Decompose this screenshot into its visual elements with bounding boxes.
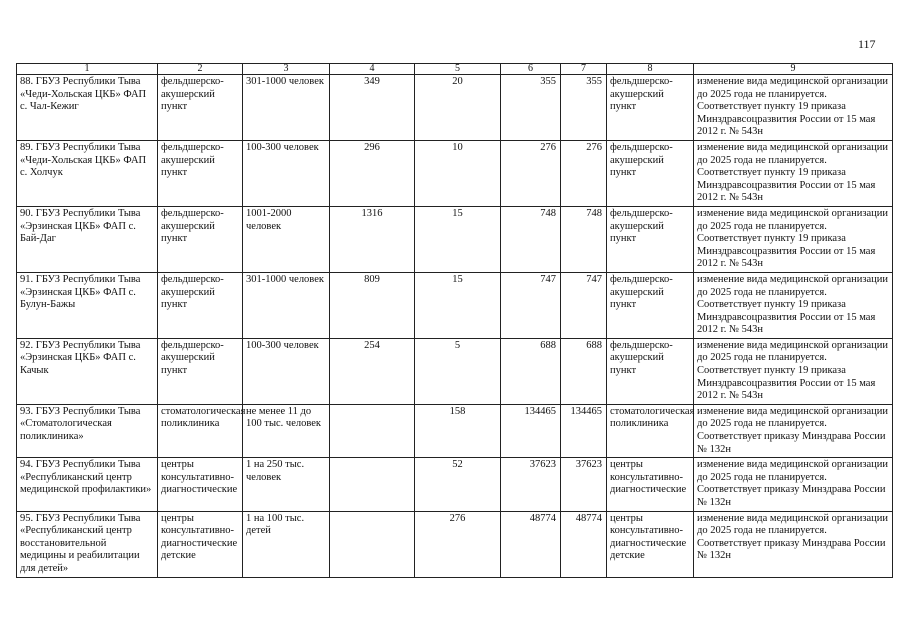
organization-cell: 88. ГБУЗ Республики Тыва «Чеди-Хольская ЦКБ» ФАП с. Чал-Кежиг [17, 75, 158, 141]
facility-type-cell: фельдшерско-акушерский пункт [158, 140, 243, 206]
value-cell-7: 688 [561, 338, 607, 404]
column-header-6: 6 [501, 64, 561, 75]
value-cell-7: 134465 [561, 404, 607, 457]
organization-cell: 93. ГБУЗ Республики Тыва «Стоматологическая поликлиника» [17, 404, 158, 457]
table-row [17, 206, 893, 272]
column-header-3: 3 [243, 64, 330, 75]
note-cell: изменение вида медицинской организации до 2025 года не планируется. Соответствует приказу Минздрава России № 132н [694, 458, 893, 511]
planned-type-cell: центры консультативно-диагностические детские [607, 511, 694, 577]
value-cell-4: 296 [330, 140, 415, 206]
note-cell: изменение вида медицинской организации до 2025 года не планируется. Соответствует пункту 19 приказа Минздравсоцразвития России от 15 мая 2012 г. № 543н [694, 140, 893, 206]
value-cell-5: 20 [415, 75, 501, 141]
facility-type-cell: стоматологическая поликлиника [158, 404, 243, 457]
note-cell: изменение вида медицинской организации до 2025 года не планируется. Соответствует приказу Минздрава России № 132н [694, 404, 893, 457]
planned-type-cell: фельдшерско-акушерский пункт [607, 272, 694, 338]
planned-type-cell: фельдшерско-акушерский пункт [607, 75, 694, 141]
value-cell-6: 748 [501, 206, 561, 272]
population-norm-cell: 1 на 250 тыс. человек [243, 458, 330, 511]
note-cell: изменение вида медицинской организации до 2025 года не планируется. Соответствует пункту 19 приказа Минздравсоцразвития России от 15 мая 2012 г. № 543н [694, 206, 893, 272]
population-norm-cell: 100-300 человек [243, 140, 330, 206]
facility-type-cell: центры консультативно-диагностические [158, 458, 243, 511]
value-cell-5: 15 [415, 272, 501, 338]
planned-type-cell: фельдшерско-акушерский пункт [607, 338, 694, 404]
planned-type-cell: стоматологическая поликлиника [607, 404, 694, 457]
table-row [17, 511, 893, 577]
value-cell-5: 52 [415, 458, 501, 511]
population-norm-cell: 1001-2000 человек [243, 206, 330, 272]
column-header-9: 9 [694, 64, 893, 75]
value-cell-4 [330, 404, 415, 457]
value-cell-7: 37623 [561, 458, 607, 511]
organization-cell: 95. ГБУЗ Республики Тыва «Республиканский центр восстановительной медицины и реабилитации для детей» [17, 511, 158, 577]
column-header-7: 7 [561, 64, 607, 75]
column-header-1: 1 [17, 64, 158, 75]
value-cell-7: 355 [561, 75, 607, 141]
note-cell: изменение вида медицинской организации до 2025 года не планируется. Соответствует приказу Минздрава России № 132н [694, 511, 893, 577]
note-cell: изменение вида медицинской организации до 2025 года не планируется. Соответствует пункту 19 приказа Минздравсоцразвития России от 15 мая 2012 г. № 543н [694, 75, 893, 141]
table-row [17, 458, 893, 511]
organization-cell: 94. ГБУЗ Республики Тыва «Республиканский центр медицинской профилактики» [17, 458, 158, 511]
value-cell-7: 276 [561, 140, 607, 206]
facility-type-cell: фельдшерско-акушерский пункт [158, 75, 243, 141]
population-norm-cell: 1 на 100 тыс. детей [243, 511, 330, 577]
facility-type-cell: фельдшерско-акушерский пункт [158, 206, 243, 272]
page-number: 117 [858, 37, 876, 51]
value-cell-5: 158 [415, 404, 501, 457]
value-cell-4: 1316 [330, 206, 415, 272]
column-number-header-row [17, 64, 893, 75]
value-cell-5: 5 [415, 338, 501, 404]
value-cell-7: 48774 [561, 511, 607, 577]
table-row [17, 140, 893, 206]
population-norm-cell: не менее 11 до 100 тыс. человек [243, 404, 330, 457]
note-cell: изменение вида медицинской организации до 2025 года не планируется. Соответствует пункту 19 приказа Минздравсоцразвития России от 15 мая 2012 г. № 543н [694, 338, 893, 404]
planned-type-cell: фельдшерско-акушерский пункт [607, 140, 694, 206]
value-cell-4 [330, 458, 415, 511]
value-cell-6: 48774 [501, 511, 561, 577]
value-cell-6: 276 [501, 140, 561, 206]
column-header-4: 4 [330, 64, 415, 75]
table-row [17, 272, 893, 338]
value-cell-4 [330, 511, 415, 577]
value-cell-5: 15 [415, 206, 501, 272]
population-norm-cell: 301-1000 человек [243, 272, 330, 338]
value-cell-6: 688 [501, 338, 561, 404]
organization-cell: 90. ГБУЗ Республики Тыва «Эрзинская ЦКБ» ФАП с. Бай-Даг [17, 206, 158, 272]
organization-cell: 91. ГБУЗ Республики Тыва «Эрзинская ЦКБ» ФАП с. Булун-Бажы [17, 272, 158, 338]
value-cell-6: 747 [501, 272, 561, 338]
value-cell-4: 809 [330, 272, 415, 338]
value-cell-5: 10 [415, 140, 501, 206]
value-cell-5: 276 [415, 511, 501, 577]
table-row [17, 75, 893, 141]
value-cell-6: 134465 [501, 404, 561, 457]
facility-table [16, 63, 893, 578]
facility-type-cell: центры консультативно-диагностические детские [158, 511, 243, 577]
value-cell-4: 349 [330, 75, 415, 141]
value-cell-6: 355 [501, 75, 561, 141]
planned-type-cell: центры консультативно-диагностические [607, 458, 694, 511]
table-row [17, 404, 893, 457]
facility-type-cell: фельдшерско-акушерский пункт [158, 272, 243, 338]
column-header-5: 5 [415, 64, 501, 75]
note-cell: изменение вида медицинской организации до 2025 года не планируется. Соответствует пункту 19 приказа Минздравсоцразвития России от 15 мая 2012 г. № 543н [694, 272, 893, 338]
planned-type-cell: фельдшерско-акушерский пункт [607, 206, 694, 272]
value-cell-6: 37623 [501, 458, 561, 511]
organization-cell: 92. ГБУЗ Республики Тыва «Эрзинская ЦКБ» ФАП с. Качык [17, 338, 158, 404]
column-header-2: 2 [158, 64, 243, 75]
table-row [17, 338, 893, 404]
value-cell-7: 747 [561, 272, 607, 338]
organization-cell: 89. ГБУЗ Республики Тыва «Чеди-Хольская ЦКБ» ФАП с. Холчук [17, 140, 158, 206]
population-norm-cell: 301-1000 человек [243, 75, 330, 141]
value-cell-7: 748 [561, 206, 607, 272]
value-cell-4: 254 [330, 338, 415, 404]
facility-type-cell: фельдшерско-акушерский пункт [158, 338, 243, 404]
column-header-8: 8 [607, 64, 694, 75]
population-norm-cell: 100-300 человек [243, 338, 330, 404]
